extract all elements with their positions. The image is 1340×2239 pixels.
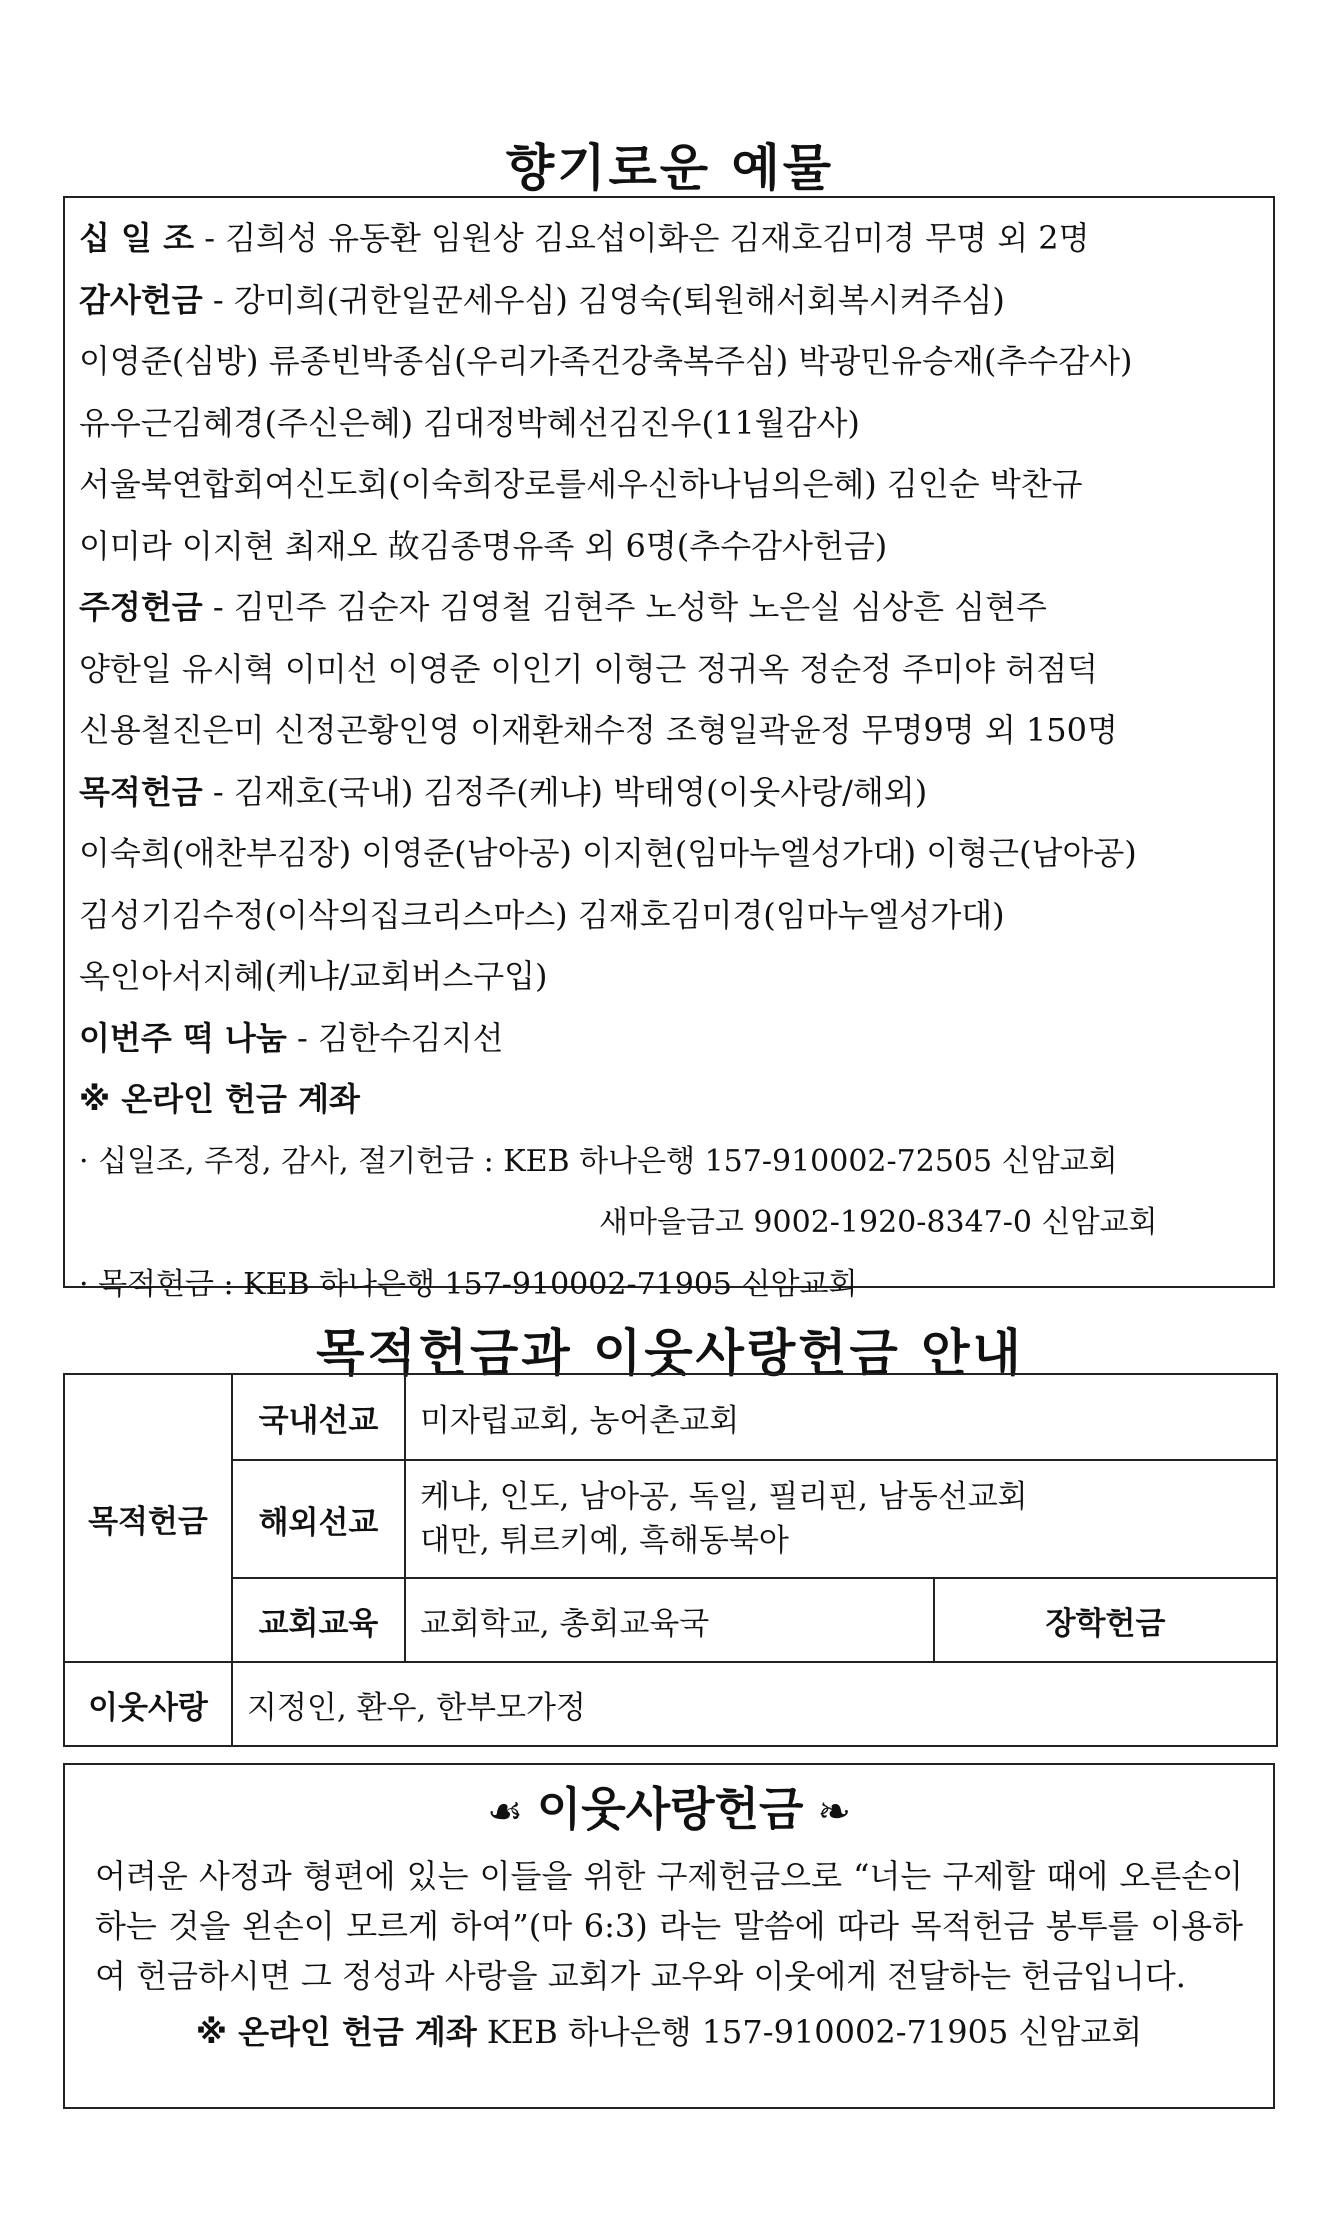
offering-category-label: 주정헌금 xyxy=(79,588,203,626)
offering-names: 이미라 이지현 최재오 故김종명유족 외 6명(추수감사헌금) xyxy=(79,526,888,565)
offerings-box xyxy=(63,196,1275,1302)
overseas-mission-label: 해외선교 xyxy=(232,1460,405,1578)
online-account-label: ※ 온라인 헌금 계좌 xyxy=(195,2013,477,2051)
neighbor-offering-title: 이웃사랑헌금 xyxy=(536,1782,804,1836)
offering-names: 김성기김수정(이삭의집크리스마스) 김재호김미경(임마누엘성가대) xyxy=(79,895,1005,934)
offering-line xyxy=(79,946,1273,1008)
neighbor-love-value: 지정인, 환우, 한부모가정 xyxy=(232,1662,1277,1746)
offering-category-label: 목적헌금 xyxy=(79,772,203,811)
account-line-purpose: · 목적헌금 : KEB 하나은행 157-910002-71905 신암교회 xyxy=(79,1266,858,1302)
table-row xyxy=(64,1374,1277,1460)
neighbor-offering-heading xyxy=(65,1779,1273,1839)
offering-names: - 김한수김지선 xyxy=(286,1018,504,1057)
table-row xyxy=(64,1460,1277,1578)
domestic-mission-label: 국내선교 xyxy=(232,1374,405,1460)
domestic-mission-value: 미자립교회, 농어촌교회 xyxy=(405,1374,1277,1460)
overseas-mission-value xyxy=(405,1460,1277,1578)
offering-line xyxy=(79,270,1273,332)
offering-line xyxy=(79,639,1273,701)
church-education-value: 교회학교, 총회교육국 xyxy=(405,1578,934,1662)
overseas-line-1: 케냐, 인도, 남아공, 독일, 필리핀, 남동선교회 xyxy=(420,1479,1028,1515)
offering-line xyxy=(79,1008,1273,1070)
account-line-tithe: · 십일조, 주정, 감사, 절기헌금 : KEB 하나은행 157-910002-72505 신암교회 xyxy=(79,1143,1118,1179)
table-row xyxy=(64,1662,1277,1746)
offering-line xyxy=(79,885,1273,947)
offering-names: - 김민주 김순자 김영철 김현주 노성학 노은실 심상흔 심현주 xyxy=(202,588,1047,626)
account-line-saemaul: 새마을금고 9002-1920-8347-0 신암교회 xyxy=(599,1205,1158,1240)
neighbor-offering-account xyxy=(65,2007,1273,2053)
table-row xyxy=(64,1578,1277,1662)
offering-line xyxy=(79,577,1273,639)
offering-category-label: 십 일 조 xyxy=(79,219,195,257)
offering-line xyxy=(79,700,1273,762)
offerings-title: 향기로운 예물 xyxy=(505,139,835,197)
offering-names: 서울북연합회여신도회(이숙희장로를세우신하나님의은혜) 김인순 박찬규 xyxy=(79,465,1083,503)
online-account-text: KEB 하나은행 157-910002-71905 신암교회 xyxy=(476,2013,1143,2051)
floral-ornament-right-icon: ❧ xyxy=(817,1789,851,1835)
offering-line xyxy=(79,454,1273,516)
offering-names: 옥인아서지혜(케냐/교회버스구입) xyxy=(79,957,548,995)
offering-names: 이숙희(애찬부김장) 이영준(남아공) 이지현(임마누엘성가대) 이형근(남아공) xyxy=(79,834,1137,872)
neighbor-offering-box xyxy=(63,1763,1275,2109)
offering-names: 신용철진은미 신정곤황인영 이재환채수정 조형일곽윤정 무명9명 외 150명 xyxy=(79,711,1118,749)
guide-title: 목적헌금과 이웃사랑헌금 안내 xyxy=(316,1324,1024,1382)
floral-ornament-left-icon: ☙ xyxy=(487,1789,523,1835)
offering-category-label: 감사헌금 xyxy=(79,280,203,319)
offering-line xyxy=(79,823,1273,885)
offering-names: 유우근김혜경(주신은혜) 김대정박혜선김진우(11월감사) xyxy=(79,403,860,442)
offering-lines xyxy=(79,208,1273,1069)
offering-names: 양한일 유시혁 이미선 이영준 이인기 이형근 정귀옥 정순정 주미야 허점덕 xyxy=(79,649,1098,688)
offering-names: - 김재호(국내) 김정주(케냐) 박태영(이웃사랑/해외) xyxy=(202,772,928,811)
offering-line xyxy=(79,762,1273,824)
offering-names: - 김희성 유동환 임원상 김요섭이화은 김재호김미경 무명 외 2명 xyxy=(194,219,1090,257)
offering-names: 이영준(심방) 류종빈박종심(우리가족건강축복주심) 박광민유승재(추수감사) xyxy=(79,342,1133,380)
scholarship-label: 장학헌금 xyxy=(934,1578,1277,1662)
offering-line xyxy=(79,208,1273,270)
church-education-label: 교회교육 xyxy=(232,1578,405,1662)
offering-names: - 강미희(귀한일꾼세우심) 김영숙(퇴원해서회복시켜주심) xyxy=(202,280,1005,319)
overseas-line-2: 대만, 튀르키예, 흑해동북아 xyxy=(420,1523,789,1559)
online-account-heading: ※ 온라인 헌금 계좌 xyxy=(79,1080,360,1118)
offering-category-label: 이번주 떡 나눔 xyxy=(79,1018,287,1057)
neighbor-love-label: 이웃사랑 xyxy=(64,1662,232,1746)
neighbor-offering-description: 어려운 사정과 형편에 있는 이들을 위한 구제헌금으로 “너는 구제할 때에 오른손이 하는 것을 왼손이 모르게 하여”(마 6:3) 라는 말씀에 따라 목적헌금 봉투를 이용하여 헌금하시면 그 정성과 사랑을 교회가 교우와 이웃에게 전달하는 헌금입니다. xyxy=(95,1857,1243,1995)
offering-line xyxy=(79,516,1273,578)
offering-guide-table xyxy=(63,1373,1278,1747)
purpose-offering-label: 목적헌금 xyxy=(64,1374,232,1662)
offering-line xyxy=(79,331,1273,393)
offering-line xyxy=(79,393,1273,455)
